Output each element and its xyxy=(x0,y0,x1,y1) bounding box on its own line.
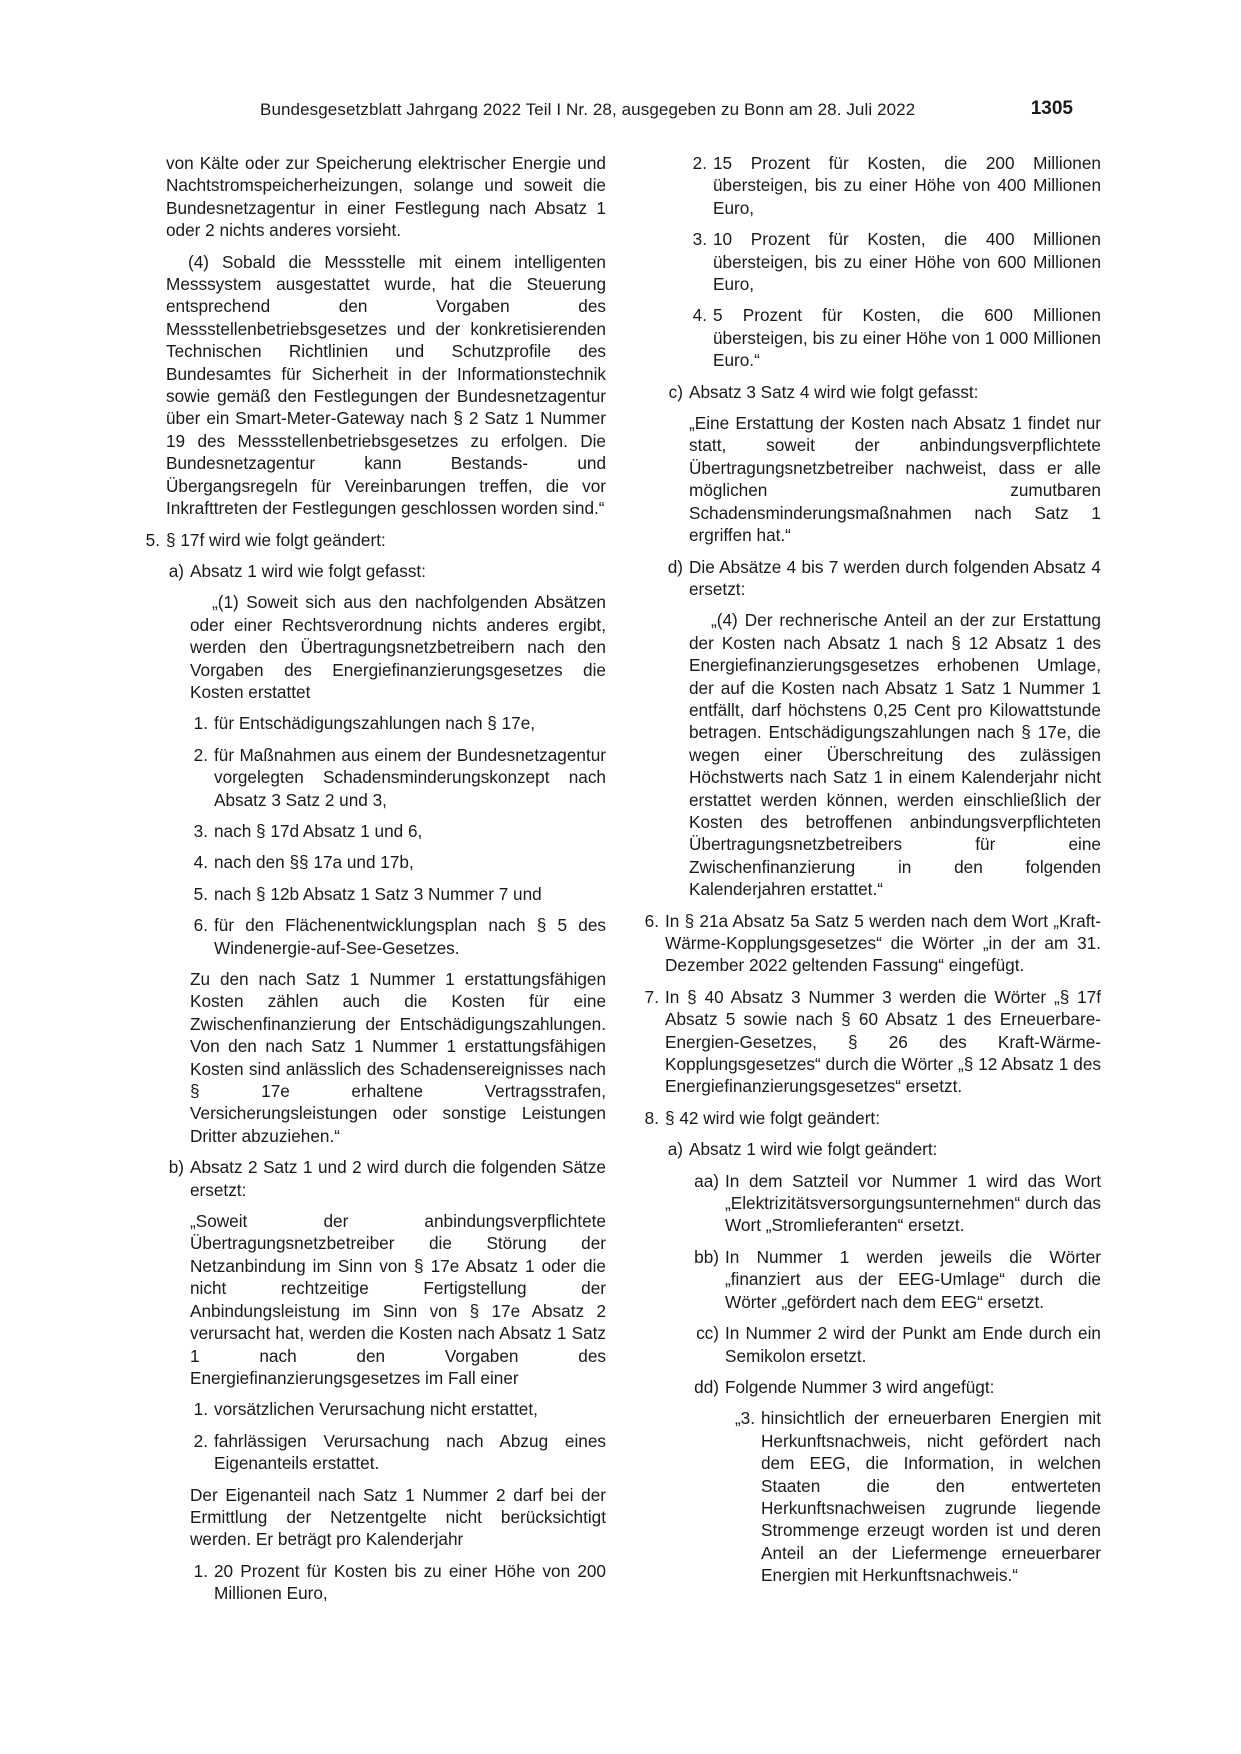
list-text: hinsichtlich der erneuerbaren Energien mit Herkunftsnachweis, nicht gefördert nach dem EEG, die Information, in welchen Staaten die den entwerteten Herkunftsnachweisen zugrunde liegende Strommenge erzeugt worden ist und deren Anteil an der Liefermenge erneuerbarer Energien mit Herkunftsnachweis.“ xyxy=(761,1408,1101,1586)
list-item xyxy=(190,820,606,842)
sub-item-d xyxy=(665,556,1101,601)
quoted-paragraph-after-list: Zu den nach Satz 1 Nummer 1 erstattungsfähigen Kosten zählen auch die Kosten für eine Zwischenfinanzierung der Entschädigungszahlungen. Von den nach Satz 1 Nummer 1 erstattungsfähigen Kosten sind anlässlich des Schadensereignisses nach § 17e erhaltene Vertragsstrafen, Versicherungsleistungen oder sonstige Leistungen Dritter abzuziehen.“ xyxy=(190,969,606,1146)
quote-block-c xyxy=(689,412,1101,546)
list-number: 1. xyxy=(193,1560,208,1581)
quoted-paragraph-eigenanteil: Der Eigenanteil nach Satz 1 Nummer 2 darf bei der Ermittlung der Netzentgelte nicht berücksichtigt werden. Er beträgt pro Kalenderjahr xyxy=(190,1484,606,1550)
list-text: für Entschädigungszahlungen nach § 17e, xyxy=(214,713,536,734)
quote-block-b xyxy=(190,1210,606,1605)
list-item-8 xyxy=(635,1107,1101,1129)
list-text: für den Flächenentwicklungsplan nach § 5 des Windenergie-auf-See-Gesetzes. xyxy=(214,915,606,958)
quoted-new-number-3 xyxy=(725,1407,1101,1586)
list-text: In § 40 Absatz 3 Nummer 3 werden die Wörter „§ 17f Absatz 5 sowie nach § 60 Absatz 1 des Erneuerbare-Energien-Gesetzes, § 26 des Kraft-Wärme-Kopplungsgesetzes“ durch die Wörter „§ 12 Absatz 1 des Energiefinanzierungsgesetzes“ ersetzt. xyxy=(665,986,1101,1097)
list-text: 10 Prozent für Kosten, die 400 Millionen übersteigen, bis zu einer Höhe von 600 Millionen Euro, xyxy=(713,229,1101,295)
sub-item-text: Absatz 3 Satz 4 wird wie folgt gefasst: xyxy=(689,381,979,402)
quote-block-a xyxy=(190,591,606,1147)
list-text: nach den §§ 17a und 17b, xyxy=(214,852,414,873)
list-item-5 xyxy=(136,529,606,551)
list-number: 6. xyxy=(193,915,208,936)
list-item xyxy=(190,914,606,959)
list-number: 5. xyxy=(193,883,208,904)
list-number: 3. xyxy=(193,820,208,841)
list-item-7 xyxy=(635,986,1101,1098)
list-text: In dem Satzteil vor Nummer 1 wird das Wort „Elektrizitätsversorgungsunternehmen“ durch das Wort „Stromlieferanten“ ersetzt. xyxy=(725,1170,1101,1236)
list-item xyxy=(190,712,606,734)
list-number: 4. xyxy=(193,852,208,873)
list-text: In Nummer 2 wird der Punkt am Ende durch ein Semikolon ersetzt. xyxy=(725,1323,1101,1366)
sub-item-letter: b) xyxy=(168,1157,184,1178)
running-head: Bundesgesetzblatt Jahrgang 2022 Teil I Nr. 28, ausgegeben zu Bonn am 28. Juli 2022 xyxy=(260,100,916,119)
sub-item-b xyxy=(166,1156,606,1201)
left-column xyxy=(145,152,606,1614)
sub-item-letter: c) xyxy=(668,381,683,402)
sub-item-text: Absatz 2 Satz 1 und 2 wird durch die folgenden Sätze ersetzt: xyxy=(190,1157,606,1200)
list-number: 8. xyxy=(644,1107,659,1128)
quoted-paragraph: „Eine Erstattung der Kosten nach Absatz 1 findet nur statt, soweit der anbindungsverpflichtete Übertragungsnetzbetreiber nachweist, dass er alle möglichen zumutbaren Schadensminderungsmaßnahmen nach Satz 1 ergriffen hat.“ xyxy=(689,413,1101,546)
list-number: 2. xyxy=(692,153,707,173)
sub-item-text: Absatz 1 wird wie folgt geändert: xyxy=(689,1139,938,1160)
list-text: fahrlässigen Verursachung nach Abzug eines Eigenanteils erstattet. xyxy=(214,1430,606,1474)
list-number: 4. xyxy=(692,305,707,326)
list-number: „3. xyxy=(734,1408,755,1429)
list-number: 7. xyxy=(644,986,659,1007)
numbered-list xyxy=(190,712,606,959)
list-number: cc) xyxy=(696,1323,719,1344)
list-text: In Nummer 1 werden jeweils die Wörter „finanziert aus der EEG-Umlage“ durch die Wörter „gefördert nach dem EEG“ ersetzt. xyxy=(725,1246,1101,1312)
list-text: für Maßnahmen aus einem der Bundesnetzagentur vorgelegten Schadensminderungskonzept nach Absatz 3 Satz 2 und 3, xyxy=(214,744,606,810)
list-item xyxy=(190,1430,606,1475)
quoted-paragraph: „(1) Soweit sich aus den nachfolgenden Absätzen oder einer Rechtsverordnung nichts anderes ergibt, werden den Übertragungsnetzbetreibern nach den Vorgaben des Energiefinanzierungsgesetzes die Kosten erstattet xyxy=(190,592,606,702)
list-number: dd) xyxy=(694,1376,719,1397)
list-text: Folgende Nummer 3 wird angefügt: xyxy=(725,1376,995,1397)
list-number: aa) xyxy=(694,1170,719,1191)
list-item xyxy=(190,1560,606,1605)
list-item-cc xyxy=(689,1322,1101,1367)
list-text: 5 Prozent für Kosten, die 600 Millionen übersteigen, bis zu einer Höhe von 1 000 Millionen Euro.“ xyxy=(713,305,1101,371)
quote-block-d xyxy=(689,609,1101,900)
list-text: 15 Prozent für Kosten, die 200 Millionen übersteigen, bis zu einer Höhe von 400 Millionen Euro, xyxy=(713,153,1101,218)
list-number: 2. xyxy=(193,744,208,765)
paragraph-absatz-4: (4) Sobald die Messstelle mit einem intelligenten Messsystem ausgestattet wurde, hat die Steuerung entsprechend den Vorgaben des Messstellenbetriebsgesetzes und der konkretisierenden Technischen Richtlinien und Schutzprofile des Bundesamtes für Sicherheit in der Informationstechnik sowie gemäß den Festlegungen der Bundesnetzagentur über ein Smart-Meter-Gateway nach § 2 Satz 1 Nummer 19 des Messstellenbetriebsgesetzes zu erfolgen. Die Bundesnetzagentur kann Bestands- und Übergangsregeln für Vereinbarungen treffen, die vor Inkrafttreten der Festlegungen geschlossen worden sind.“ xyxy=(166,251,606,519)
list-item-6 xyxy=(635,910,1101,977)
list-number: 1. xyxy=(193,1399,208,1420)
list-item xyxy=(190,851,606,873)
list-item-bb xyxy=(689,1246,1101,1313)
quoted-paragraph: „(4) Der rechnerische Anteil an der zur Erstattung der Kosten nach Absatz 1 nach § 12 Absatz 1 des Energiefinanzierungsgesetzes erhobenen Umlage, der auf die Kosten nach Absatz 1 Satz 1 Nummer 1 entfällt, darf höchstens 0,25 Cent pro Kilowattstunde betragen. Entschädigungszahlungen nach § 17e, die wegen einer Überschreitung des zulässigen Höchstwerts nach Satz 1 in einem Kalenderjahr nicht erstattet werden können, werden einschließlich der Kosten des betroffenen anbindungsverpflichteten Übertragungsnetzbetreibers für eine Zwischenfinanzierung in den folgenden Kalenderjahren erstattet.“ xyxy=(689,610,1101,900)
sub-item-a xyxy=(166,560,606,582)
list-item xyxy=(190,744,606,811)
page-number: 1305 xyxy=(1030,98,1073,119)
right-column xyxy=(644,152,1101,1596)
sub-item-letter: a) xyxy=(168,560,184,581)
list-text: § 17f wird wie folgt geändert: xyxy=(166,529,386,550)
sub-item-c xyxy=(665,381,1101,403)
list-number: 2. xyxy=(193,1430,208,1451)
quoted-paragraph: „Soweit der anbindungsverpflichtete Übertragungsnetzbetreiber die Störung der Netzanbindung im Sinn von § 17e Absatz 1 oder die nicht rechtzeitige Fertigstellung der Anbindungsleistung im Sinn von § 17e Absatz 2 verursacht hat, werden die Kosten nach Absatz 1 Satz 1 nach den Vorgaben des Energiefinanzierungsgesetzes im Fall einer xyxy=(190,1211,606,1388)
sub-item-text: Die Absätze 4 bis 7 werden durch folgenden Absatz 4 ersetzt: xyxy=(689,556,1101,599)
page-header xyxy=(138,100,1103,124)
list-text: nach § 12b Absatz 1 Satz 3 Nummer 7 und xyxy=(214,883,542,904)
list-item xyxy=(190,883,606,905)
list-number: bb) xyxy=(694,1246,719,1267)
list-item xyxy=(689,228,1101,295)
list-text: nach § 17d Absatz 1 und 6, xyxy=(214,820,423,841)
paragraph-continuation: von Kälte oder zur Speicherung elektrischer Energie und Nachtstromspeicherheizungen, solange und soweit die Bundesnetzagentur in einer Festlegung nach Absatz 1 oder 2 nichts anderes vorsieht. xyxy=(166,153,606,241)
sub-item-a-section-42 xyxy=(665,1138,1101,1160)
list-text: § 42 wird wie folgt geändert: xyxy=(665,1107,880,1128)
double-letter-list xyxy=(689,1170,1101,1587)
sub-item-letter: a) xyxy=(667,1139,683,1160)
list-number: 3. xyxy=(692,229,707,250)
sub-item-letter: d) xyxy=(667,556,683,577)
list-text: 20 Prozent für Kosten bis zu einer Höhe von 200 Millionen Euro, xyxy=(214,1560,606,1604)
list-item xyxy=(190,1398,606,1420)
sub-item-text: Absatz 1 wird wie folgt gefasst: xyxy=(190,560,426,581)
list-number: 5. xyxy=(145,529,160,550)
list-text: vorsätzlichen Verursachung nicht erstattet, xyxy=(214,1399,538,1420)
list-item xyxy=(689,152,1101,219)
list-continuation xyxy=(689,152,1101,372)
list-item-dd xyxy=(689,1376,1101,1398)
list-number: 6. xyxy=(644,910,659,931)
list-number: 1. xyxy=(193,713,208,734)
list-text: In § 21a Absatz 5a Satz 5 werden nach dem Wort „Kraft-Wärme-Kopplungsgesetzes“ die Wörter „in der am 31. Dezember 2022 geltenden Fassung“ eingefügt. xyxy=(665,910,1101,976)
list-item-aa xyxy=(689,1170,1101,1237)
list-item xyxy=(689,304,1101,371)
